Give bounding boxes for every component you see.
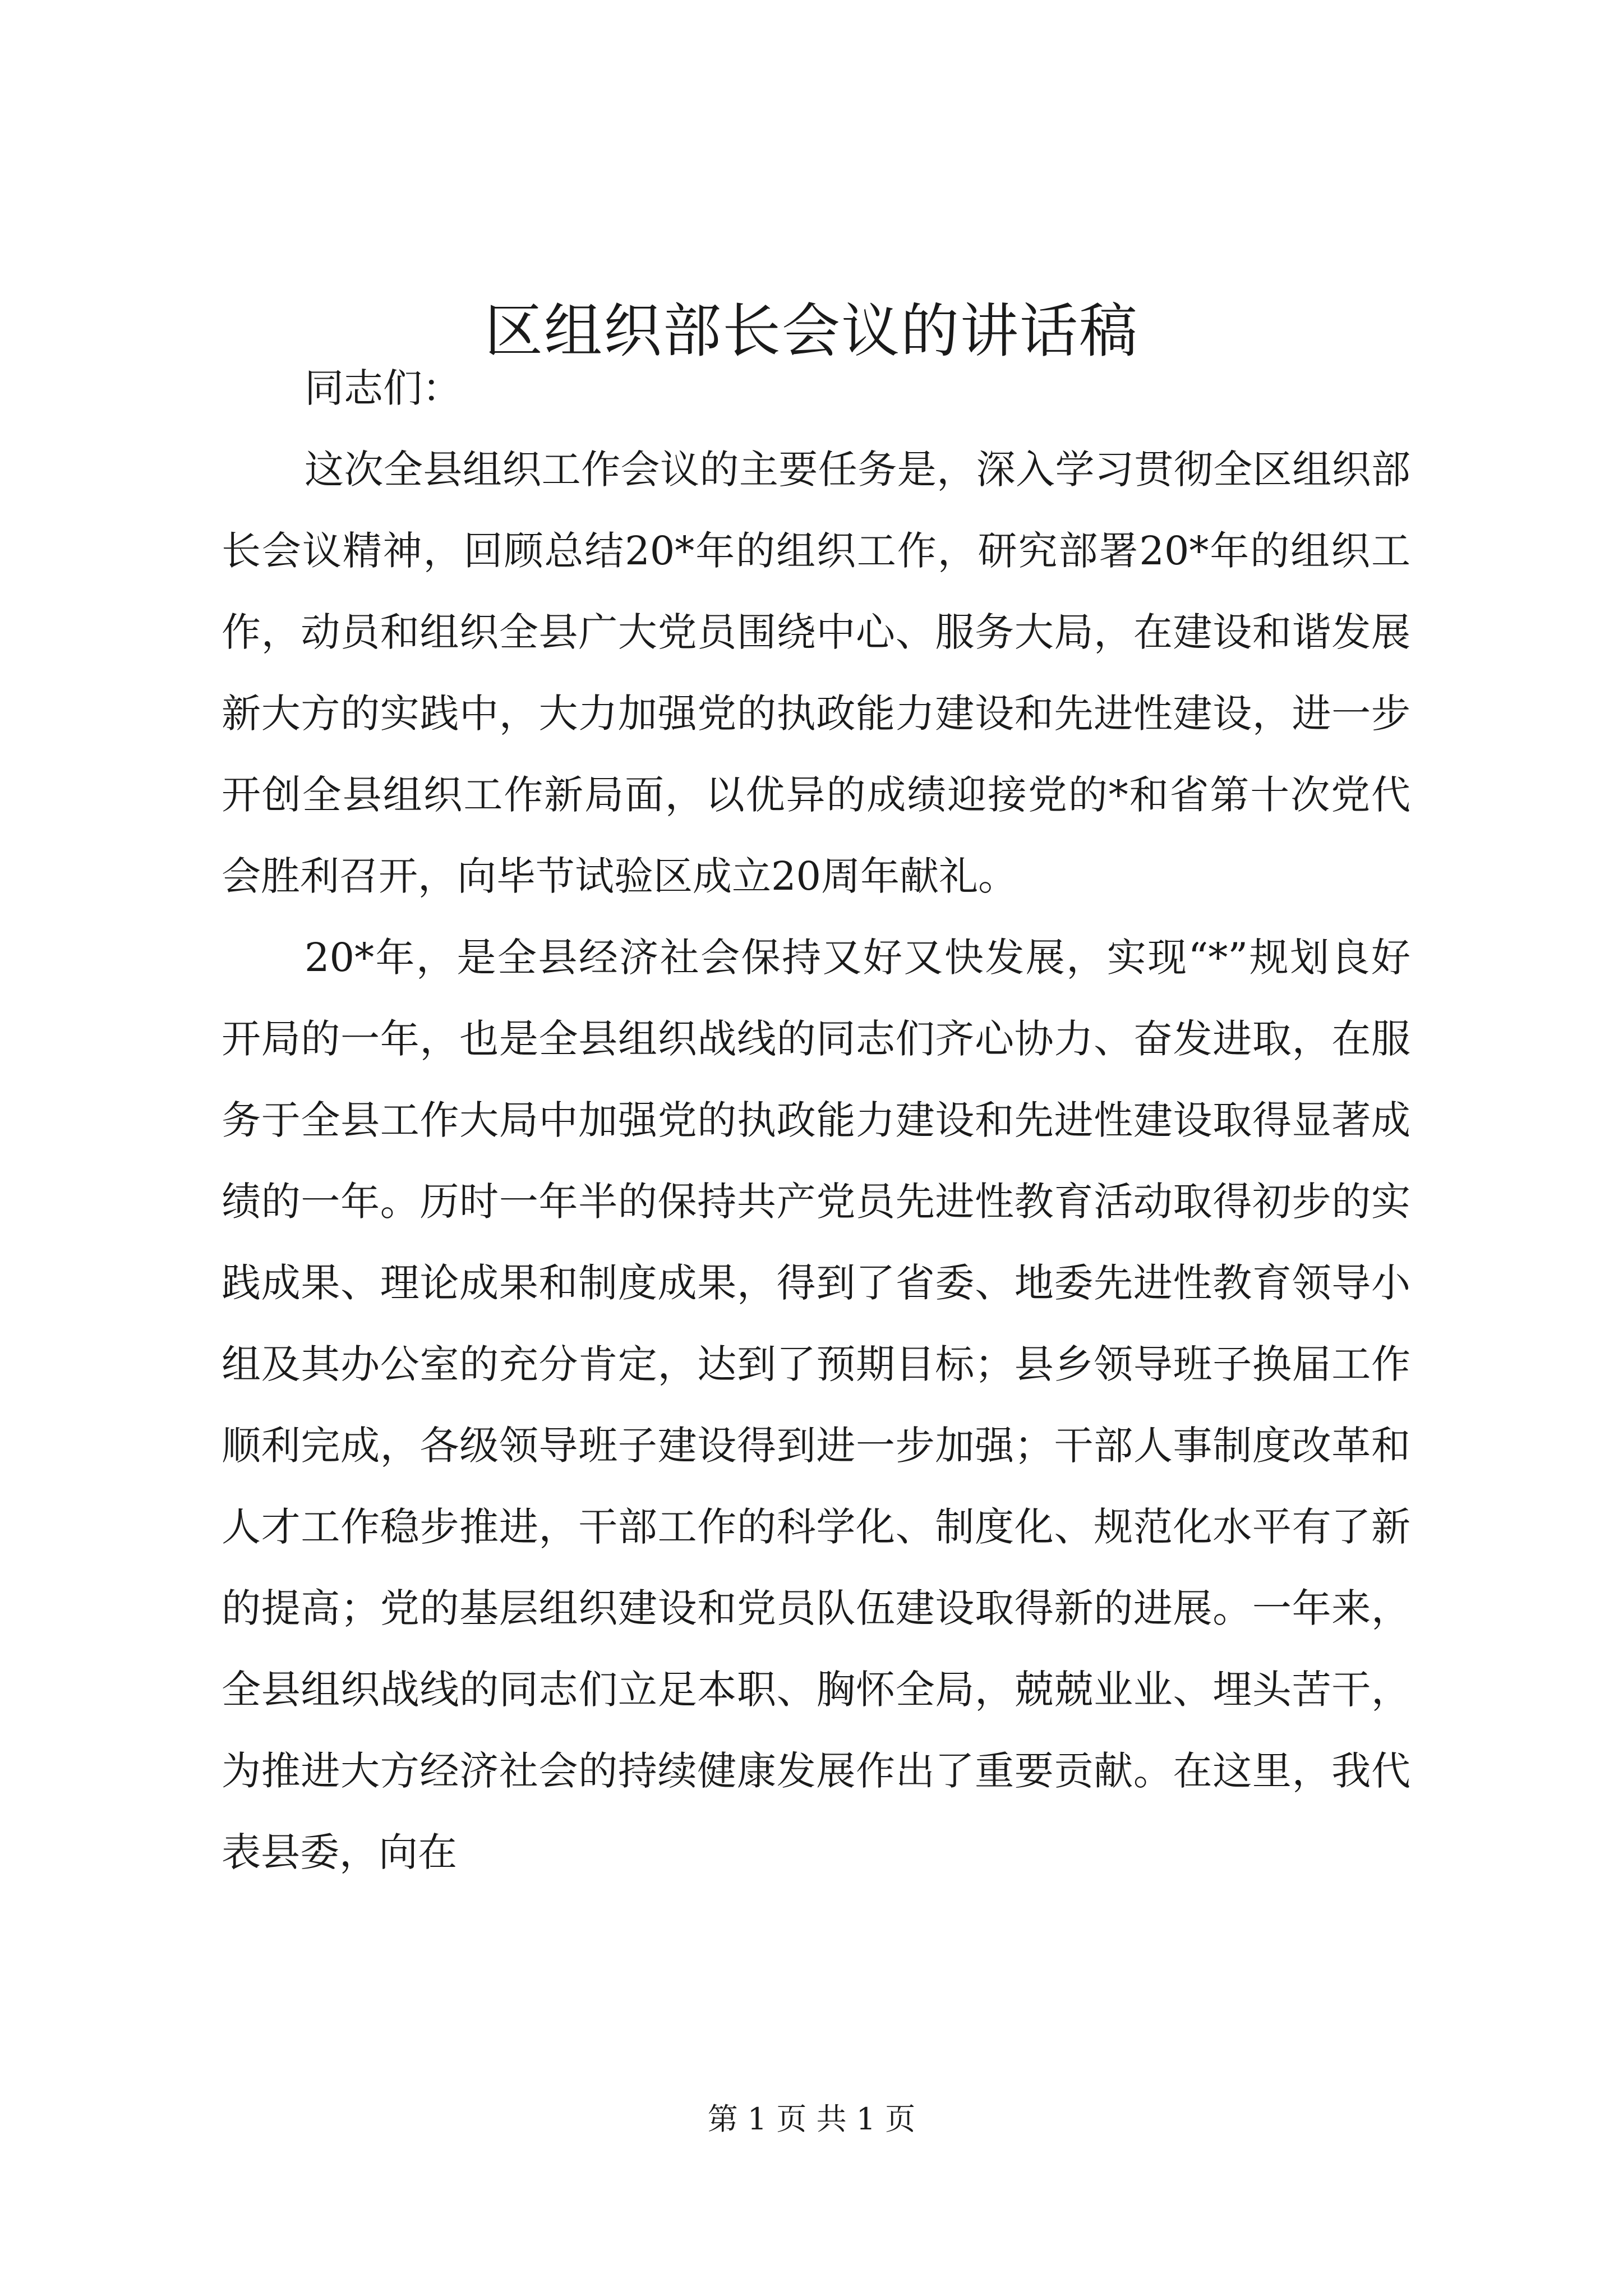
paragraph-2: 20*年，是全县经济社会保持又好又快发展，实现“*”规划良好开局的一年，也是全县组织战线的同志们齐心协力、奋发进取，在服务于全县工作大局中加强党的执政能力建设和先进性建设取得显著成绩的一年。历时一年半的保持共产党员先进性教育活动取得初步的实践成果、理论成果和制度成果，得到了省委、地委先进性教育领导小组及其办公室的充分肯定，达到了预期目标；县乡领导班子换届工作顺利完成，各级领导班子建设得到进一步加强；干部人事制度改革和人才工作稳步推进，干部工作的科学化、制度化、规范化水平有了新的提高；党的基层组织建设和党员队伍建设取得新的进展。一年来，全县组织战线的同志们立足本职、胸怀全局，兢兢业业、埋头苦干，为推进大方经济社会的持续健康发展作出了重要贡献。在这里，我代表县委，向在	[222, 935, 1410, 1875]
salutation: 同志们：	[305, 365, 462, 411]
document-body	[222, 348, 1410, 1893]
page-footer: 第 1 页 共 1 页	[707, 2101, 916, 2137]
paragraph-1: 这次全县组织工作会议的主要任务是，深入学习贯彻全区组织部长会议精神，回顾总结20*年的组织工作，研究部署20*年的组织工作，动员和组织全县广大党员围绕中心、服务大局，在建设和谐发展新大方的实践中，大力加强党的执政能力建设和先进性建设，进一步开创全县组织工作新局面，以优异的成绩迎接党的*和省第十次党代会胜利召开，向毕节试验区成立20周年献礼。	[222, 447, 1410, 899]
document-title: 区组织部长会议的讲话稿	[484, 297, 1138, 365]
